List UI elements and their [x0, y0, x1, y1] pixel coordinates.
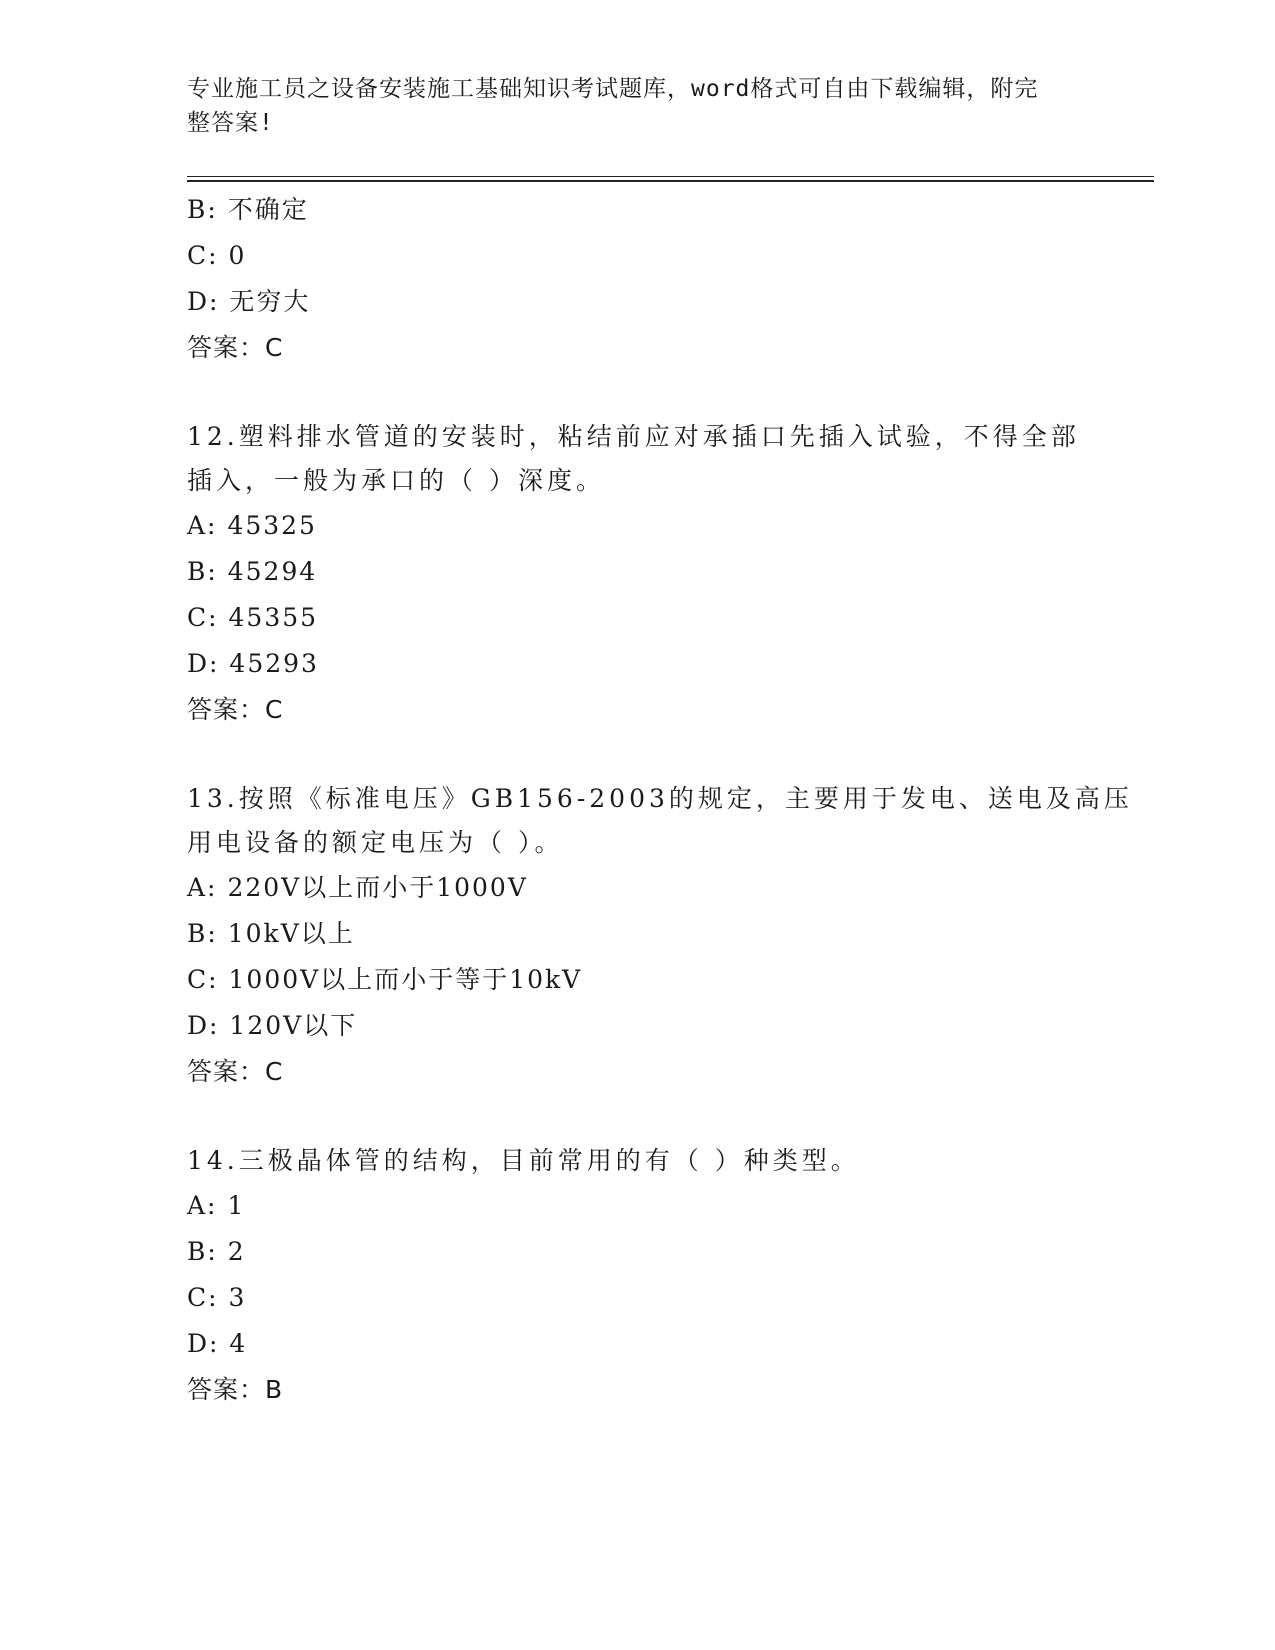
- answer-line: 答案：C: [187, 695, 284, 724]
- header-divider-thick: [187, 180, 1154, 182]
- header-line-1: 专业施工员之设备安装施工基础知识考试题库，word格式可自由下载编辑，附完: [187, 76, 1039, 102]
- option-c: C: 1000V以上而小于等于10kV: [187, 965, 583, 994]
- document-body: [187, 187, 1133, 1413]
- question-text-line-1: 14.三极晶体管的结构，目前常用的有（ ）种类型。: [187, 1146, 860, 1175]
- question-13: [187, 777, 1133, 1095]
- question-text-line-1: 13.按照《标准电压》GB156-2003的规定，主要用于发电、送电及高压: [187, 784, 1133, 813]
- option-b: B: 2: [187, 1237, 246, 1266]
- document-header: [187, 72, 1087, 140]
- question-11-continuation: [187, 187, 1087, 371]
- option-b: B: 45294: [187, 557, 318, 586]
- option-d: D: 45293: [187, 649, 319, 678]
- question-14: [187, 1139, 1087, 1413]
- option-b: B: 不确定: [187, 195, 309, 224]
- option-c: C: 45355: [187, 603, 319, 632]
- header-divider-thin: [187, 176, 1154, 177]
- question-text-line-2: 插入，一般为承口的（ ）深度。: [187, 466, 605, 495]
- option-d: D: 120V以下: [187, 1011, 358, 1040]
- header-line-2: 整答案!: [187, 110, 274, 136]
- option-a: A: 45325: [187, 511, 317, 540]
- answer-line: 答案：B: [187, 1375, 284, 1404]
- answer-line: 答案：C: [187, 1057, 284, 1086]
- option-a: A: 1: [187, 1191, 246, 1220]
- option-a: A: 220V以上而小于1000V: [187, 873, 528, 902]
- option-d: D: 4: [187, 1329, 248, 1358]
- question-text-line-2: 用电设备的额定电压为（ ）。: [187, 828, 564, 857]
- question-text-line-1: 12.塑料排水管道的安装时，粘结前应对承插口先插入试验，不得全部: [187, 422, 1080, 451]
- option-d: D: 无穷大: [187, 287, 311, 316]
- question-12: [187, 415, 1087, 733]
- option-b: B: 10kV以上: [187, 919, 355, 948]
- option-c: C: 3: [187, 1283, 247, 1312]
- option-c: C: 0: [187, 241, 247, 270]
- answer-line: 答案：C: [187, 333, 284, 362]
